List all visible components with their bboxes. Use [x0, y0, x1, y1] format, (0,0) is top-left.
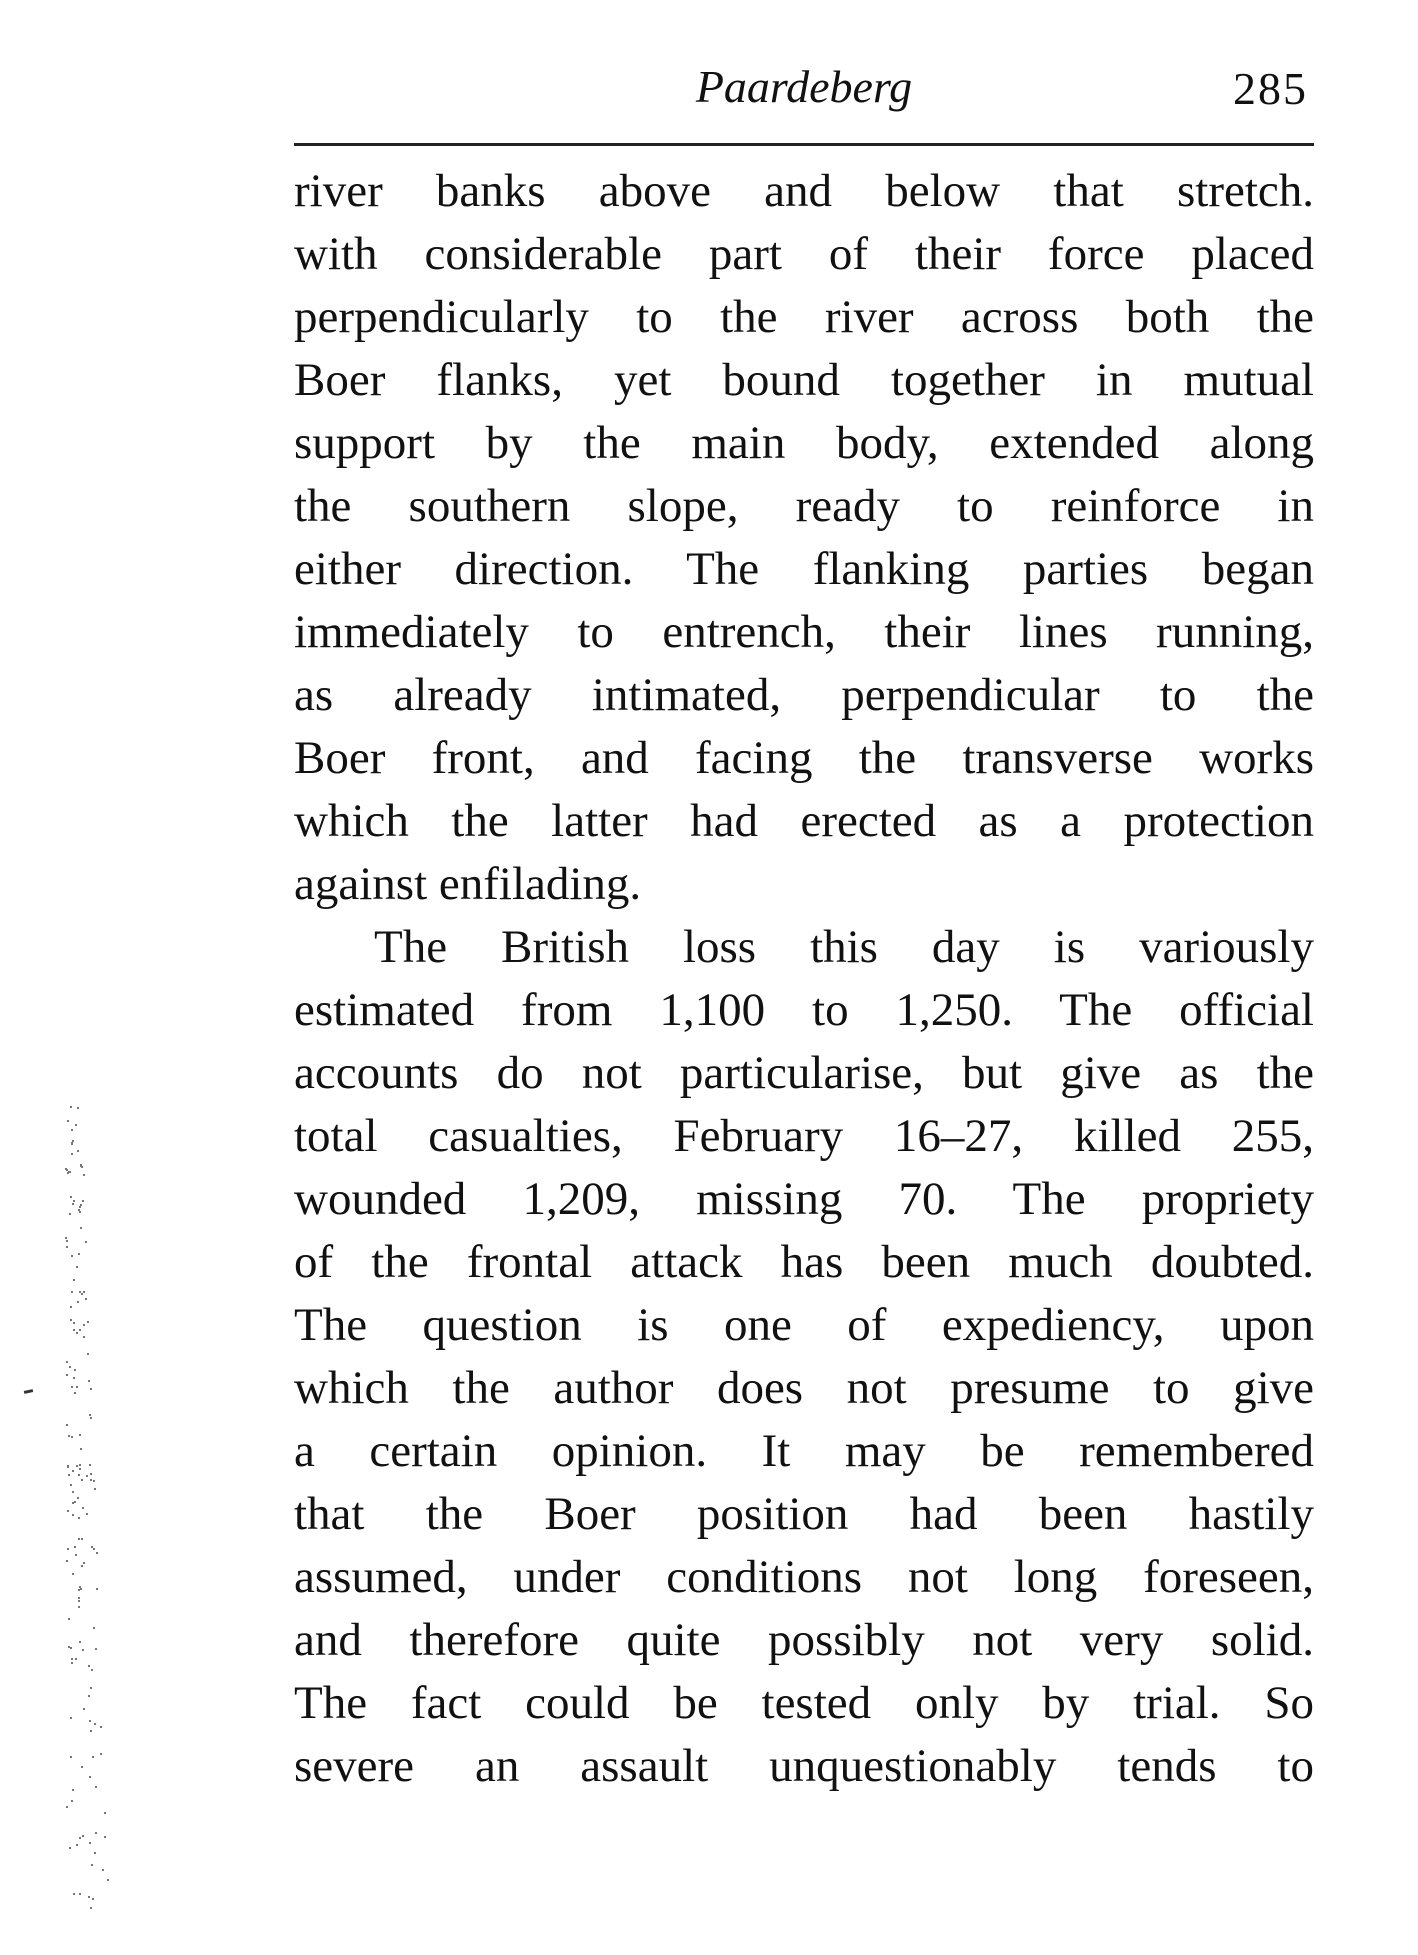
speckle: [78, 1597, 80, 1599]
speckle: [80, 1227, 82, 1229]
speckle: [73, 1329, 75, 1331]
speckle: [74, 1392, 76, 1394]
text-line: estimated from 1,100 to 1,250. The official: [294, 984, 1314, 1036]
speckle: [70, 1106, 72, 1108]
text-line: Boer front, and facing the transverse works: [294, 732, 1314, 784]
speckle: [66, 1806, 68, 1808]
speckle: [91, 1669, 93, 1671]
speckle: [76, 1386, 78, 1388]
text-line: of the frontal attack has been much doubted.: [294, 1236, 1314, 1288]
speckle: [82, 1835, 84, 1837]
speckle: [72, 1514, 74, 1516]
speckle: [66, 1361, 68, 1363]
speckle: [89, 1720, 91, 1722]
speckle: [89, 1414, 91, 1416]
speckle: [96, 1588, 98, 1590]
speckle: [67, 1548, 69, 1550]
speckle: [93, 1480, 95, 1482]
speckle: [81, 1479, 83, 1481]
speckle: [78, 1606, 80, 1608]
speckle: [77, 1497, 79, 1499]
speckle: [93, 1627, 95, 1629]
speckle: [72, 1140, 74, 1142]
speckle: [72, 1573, 74, 1575]
speckle: [90, 1417, 92, 1419]
speckle: [78, 1538, 80, 1540]
speckle: [72, 1470, 74, 1472]
speckle: [73, 1279, 75, 1281]
speckle: [95, 1648, 97, 1650]
speckle: [75, 1658, 77, 1660]
text-line: The question is one of expediency, upon: [294, 1299, 1314, 1351]
speckle: [82, 1649, 84, 1651]
text-line: immediately to entrench, their lines running,: [294, 606, 1314, 658]
text-line: which the author does not presume to give: [294, 1362, 1314, 1414]
speckle: [91, 1864, 93, 1866]
speckle: [71, 1129, 73, 1131]
speckle: [90, 1907, 92, 1909]
speckle: [88, 1380, 90, 1382]
text-line: the southern slope, ready to reinforce in: [294, 480, 1314, 532]
speckle: [76, 1844, 78, 1846]
speckle: [78, 1517, 80, 1519]
speckle: [71, 1436, 73, 1438]
speckle: [83, 1708, 85, 1710]
speckle: [72, 1203, 74, 1205]
speckle: [95, 1832, 97, 1834]
speckle: [77, 1107, 79, 1109]
speckle: [82, 1507, 84, 1509]
speckle: [70, 1196, 72, 1198]
speckle: [76, 1332, 78, 1334]
speckle: [79, 1464, 81, 1466]
text-line: with considerable part of their force placed: [294, 228, 1314, 280]
speckle: [68, 1618, 70, 1620]
speckle: [76, 1266, 78, 1268]
speckle: [78, 1209, 80, 1211]
text-line: Boer flanks, yet bound together in mutual: [294, 354, 1314, 406]
speckle: [85, 1298, 87, 1300]
speckle: [69, 1366, 71, 1368]
speckle: [90, 1687, 92, 1689]
speckle: [94, 1852, 96, 1854]
speckle: [81, 1166, 83, 1168]
speckle: [95, 1786, 97, 1788]
text-line: against enfilading.: [294, 858, 642, 910]
speckle: [68, 1474, 70, 1476]
speckle: [92, 1898, 94, 1900]
speckle: [89, 1842, 91, 1844]
text-line: river banks above and below that stretch.: [294, 165, 1314, 217]
page-number: 285: [1233, 63, 1308, 114]
header-rule: [294, 143, 1314, 146]
speckle: [68, 1646, 70, 1648]
speckle: [71, 1658, 73, 1660]
text-line: wounded 1,209, missing 70. The propriety: [294, 1173, 1314, 1225]
speckle: [70, 1484, 72, 1486]
speckle: [81, 1565, 83, 1567]
speckle: [73, 1377, 75, 1379]
speckle: [68, 1435, 70, 1437]
text-line: that the Boer position had been hastily: [294, 1488, 1314, 1540]
text-line: either direction. The flanking parties began: [294, 543, 1314, 595]
speckle: [66, 1240, 68, 1242]
speckle: [71, 1662, 73, 1664]
speckle: [66, 1560, 68, 1562]
speckle: [74, 1369, 76, 1371]
speckle: [81, 1766, 83, 1768]
speckle: [86, 1513, 88, 1515]
speckle: [81, 1538, 83, 1540]
speckle: [104, 1812, 106, 1814]
speckle: [79, 1434, 81, 1436]
speckle: [104, 1836, 106, 1838]
speckle: [88, 1896, 90, 1898]
speckle: [73, 1322, 75, 1324]
speckle: [79, 1291, 81, 1293]
speckle: [69, 1847, 71, 1849]
speckle: [71, 1142, 73, 1144]
speckle: [71, 1386, 73, 1388]
speckle: [67, 1466, 69, 1468]
speckle: [66, 1374, 68, 1376]
speckle: [77, 1301, 79, 1303]
speckle: [74, 1546, 76, 1548]
text-line: accounts do not particularise, but give as the: [294, 1047, 1314, 1099]
speckle: [90, 1473, 92, 1475]
speckle: [66, 1246, 68, 1248]
speckle: [90, 1388, 92, 1390]
speckle: [75, 1554, 77, 1556]
speckle: [71, 1255, 73, 1257]
running-title: Paardeberg: [695, 61, 913, 112]
speckle: [74, 1501, 76, 1503]
speckle: [90, 1730, 92, 1732]
text-line: which the latter had erected as a protection: [294, 795, 1314, 847]
speckle: [80, 1588, 82, 1590]
speckle: [85, 1241, 87, 1243]
speckle: [76, 1465, 78, 1467]
page-header: [294, 52, 1314, 132]
speckle: [70, 1756, 72, 1758]
speckle: [87, 1353, 89, 1355]
speckle: [83, 1291, 85, 1293]
speckle: [72, 1491, 74, 1493]
text-line: total casualties, February 16–27, killed 255,: [294, 1110, 1314, 1162]
speckle: [79, 1468, 81, 1470]
speckle: [80, 1164, 82, 1166]
speckle: [79, 1893, 81, 1895]
speckle: [67, 1510, 69, 1512]
text-line: The British loss this day is variously: [374, 921, 1314, 973]
speckle: [94, 1488, 96, 1490]
speckle: [79, 1837, 81, 1839]
text-line: support by the main body, extended along: [294, 417, 1314, 469]
text-line: and therefore quite possibly not very solid.: [294, 1614, 1314, 1666]
speckle: [82, 1200, 84, 1202]
speckle: [78, 1600, 80, 1602]
speckle: [96, 1552, 98, 1554]
speckle: [102, 1869, 104, 1871]
speckle: [70, 1717, 72, 1719]
text-line: as already intimated, perpendicular to the: [294, 669, 1314, 721]
speckle: [77, 1150, 79, 1152]
speckle: [65, 1237, 67, 1239]
speckle: [69, 1213, 71, 1215]
speckle: [66, 1424, 68, 1426]
speckle: [79, 1329, 81, 1331]
speckle: [67, 1120, 69, 1122]
speckle: [83, 1324, 85, 1326]
body-text: [294, 160, 1314, 1798]
speckle: [71, 1153, 73, 1155]
speckle: [88, 1665, 90, 1667]
speckle: [78, 1253, 80, 1255]
speckle: [71, 1800, 73, 1802]
speckle: [100, 1726, 102, 1728]
speckle: [90, 1479, 92, 1481]
scan-margin-noise: [55, 1100, 105, 1940]
speckle: [87, 1321, 89, 1323]
speckle: [79, 1641, 81, 1643]
speckle: [73, 1893, 75, 1895]
speckle: [92, 1756, 94, 1758]
speckle: [79, 1206, 81, 1208]
speckle: [88, 1695, 90, 1697]
speckle: [89, 1776, 91, 1778]
speckle: [93, 1548, 95, 1550]
text-line: severe an assault unquestionably tends to: [294, 1740, 1314, 1792]
text-line: The fact could be tested only by trial. So: [294, 1677, 1314, 1729]
text-line: assumed, under conditions not long foreseen,: [294, 1551, 1314, 1603]
speckle: [89, 1464, 91, 1466]
speckle: [86, 1475, 88, 1477]
scan-mark: [24, 1389, 33, 1394]
speckle: [100, 1753, 102, 1755]
text-line: a certain opinion. It may be remembered: [294, 1425, 1314, 1477]
speckle: [70, 1319, 72, 1321]
speckle: [71, 1291, 73, 1293]
speckle: [67, 1172, 69, 1174]
speckle: [72, 1789, 74, 1791]
text-line: perpendicularly to the river across both the: [294, 291, 1314, 343]
speckle: [70, 1647, 72, 1649]
speckle: [75, 1124, 77, 1126]
speckle: [107, 1879, 109, 1881]
speckle: [94, 1723, 96, 1725]
speckle: [78, 1474, 80, 1476]
speckle: [80, 1448, 82, 1450]
speckle: [83, 1336, 85, 1338]
speckle: [83, 1174, 85, 1176]
speckle: [70, 1306, 72, 1308]
speckle: [79, 1211, 81, 1213]
speckle: [81, 1293, 83, 1295]
speckle: [83, 1562, 85, 1564]
